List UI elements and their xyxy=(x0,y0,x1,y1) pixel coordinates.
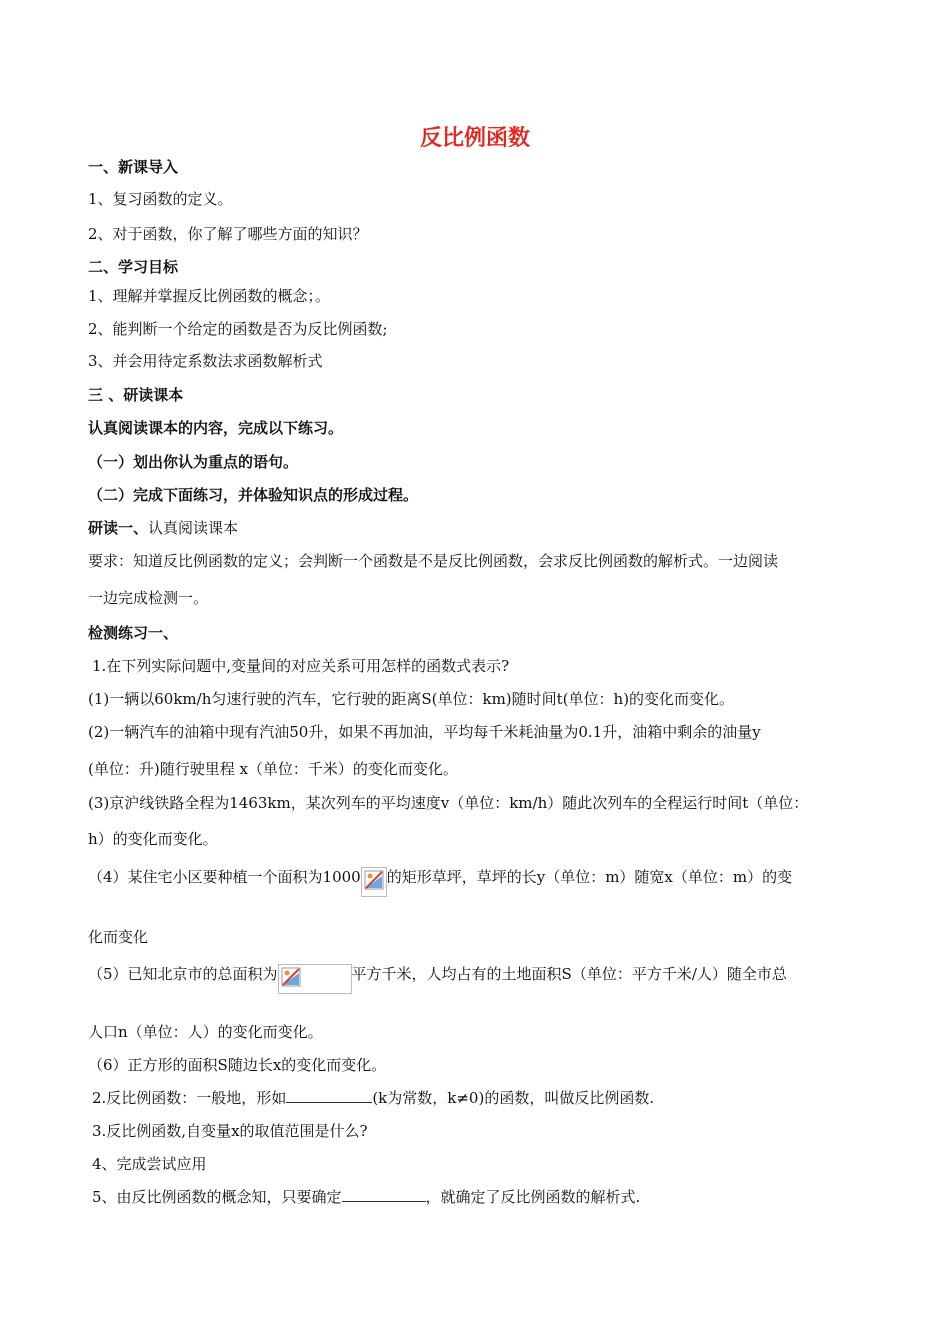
section-3-sub-2: （二）完成下面练习，并体验知识点的形成过程。 xyxy=(88,486,419,504)
question-1: 1.在下列实际问题中,变量间的对应关系可用怎样的函数式表示? xyxy=(92,657,510,675)
requirement-line-2: 一边完成检测一。 xyxy=(88,589,209,607)
section-1-heading: 一、新课导入 xyxy=(88,158,179,176)
section-1-item-2: 2、对于函数，你了解了哪些方面的知识？ xyxy=(88,225,368,243)
broken-image-icon xyxy=(361,867,387,897)
problem-5-text-after: 平方千米，人均占有的土地面积S（单位：平方千米/人）随全市总 xyxy=(351,965,787,983)
problem-4-text-after: 的矩形草坪，草坪的长y（单位：m）随宽x（单位：m）的变 xyxy=(386,868,793,886)
question-4: 4、完成尝试应用 xyxy=(92,1155,207,1173)
question-5 xyxy=(92,1187,640,1207)
problem-5-line-1 xyxy=(88,960,787,990)
document-title: 反比例函数 xyxy=(419,125,530,151)
section-2-item-1: 1、理解并掌握反比例函数的概念；。 xyxy=(88,287,331,305)
section-3-sub-1: （一）划出你认为重点的语句。 xyxy=(88,453,299,471)
problem-2-line-1: (2)一辆汽车的油箱中现有汽油50升，如果不再加油，平均每千米耗油量为0.1升，油箱中剩余的油量y xyxy=(88,723,761,741)
problem-2-line-2: (单位：升)随行驶里程 x（单位：千米）的变化而变化。 xyxy=(88,760,458,778)
section-1-item-1: 1、复习函数的定义。 xyxy=(88,190,233,208)
section-3-heading: 三 、研读课本 xyxy=(88,386,184,404)
problem-4-text-before: （4）某住宅小区要种植一个面积为1000 xyxy=(88,868,361,886)
question-2 xyxy=(92,1088,654,1108)
question-2-text-before: 2.反比例函数：一般地，形如 xyxy=(92,1089,287,1107)
problem-4-line-2: 化而变化 xyxy=(88,928,149,946)
problem-1: (1)一辆以60km/h匀速行驶的汽车，它行驶的距离S(单位：km)随时间t(单位：h)的变化而变化。 xyxy=(88,690,735,708)
reading-1-text: 认真阅读课本 xyxy=(148,519,239,537)
exercise-heading: 检测练习一、 xyxy=(88,624,179,642)
question-5-text-after: ，就确定了反比例函数的解析式. xyxy=(425,1188,641,1206)
question-2-text-after: (k为常数，k≠0)的函数，叫做反比例函数. xyxy=(372,1089,655,1107)
section-2-item-3: 3、并会用待定系数法求函数解析式 xyxy=(88,352,323,370)
requirement-line-1: 要求：知道反比例函数的定义；会判断一个函数是不是反比例函数，会求反比例函数的解析式。一边阅读 xyxy=(88,552,779,570)
section-3-intro: 认真阅读课本的内容，完成以下练习。 xyxy=(88,419,344,437)
problem-5-line-2: 人口n（单位：人）的变化而变化。 xyxy=(88,1023,323,1041)
problem-6: （6）正方形的面积S随边长x的变化而变化。 xyxy=(88,1056,387,1074)
problem-3-line-1: (3)京沪线铁路全程为1463km，某次列车的平均速度v（单位：km/h）随此次列车的全程运行时间t（单位： xyxy=(88,794,809,812)
section-2-heading: 二、学习目标 xyxy=(88,258,179,276)
problem-4-line-1 xyxy=(88,863,792,893)
answer-blank[interactable] xyxy=(286,1088,372,1103)
problem-5-text-before: （5）已知北京市的总面积为 xyxy=(88,965,278,983)
question-5-text-before: 5、由反比例函数的概念知，只要确定 xyxy=(92,1188,342,1206)
problem-3-line-2: h）的变化而变化。 xyxy=(88,830,218,848)
question-3: 3.反比例函数,自变量x的取值范围是什么? xyxy=(92,1122,368,1140)
reading-1 xyxy=(88,518,238,538)
reading-1-label: 研读一、 xyxy=(88,519,149,537)
broken-image-icon xyxy=(278,964,352,994)
section-2-item-2: 2、能判断一个给定的函数是否为反比例函数; xyxy=(88,320,388,338)
answer-blank[interactable] xyxy=(342,1187,426,1202)
